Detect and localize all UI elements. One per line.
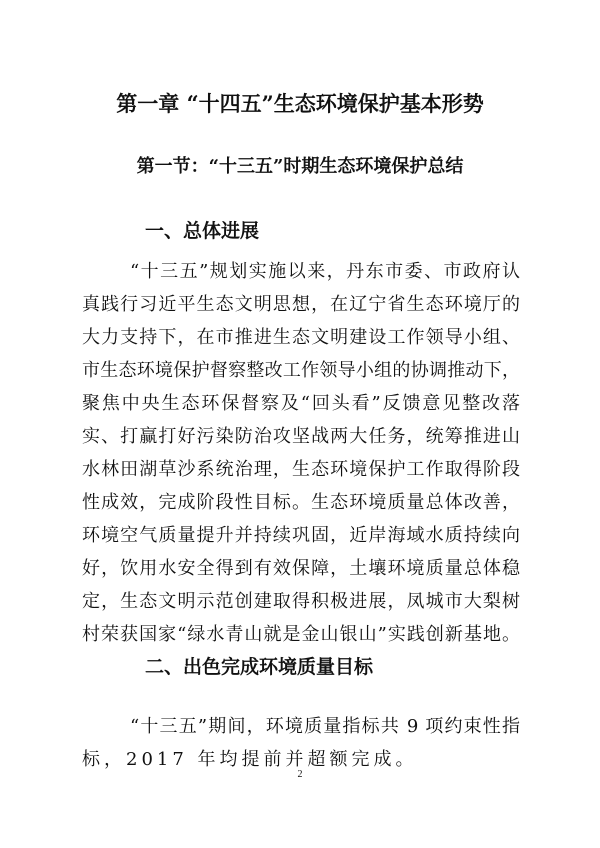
heading-quality-targets: 二、出色完成环境质量目标 xyxy=(145,656,374,678)
paragraph-line: 村荣获国家“绿水青山就是金山银山”实践创新基地。 xyxy=(82,624,520,645)
section-title: 第一节：“十三五”时期生态环境保护总结 xyxy=(136,156,464,177)
paragraph-line: “十三五”期间，环境质量指标共 9 项约束性指 xyxy=(130,716,520,737)
paragraph-line: 定，生态文明示范创建取得积极进展，凤城市大梨树 xyxy=(82,591,520,612)
paragraph-line: 实、打赢打好污染防治攻坚战两大任务，统筹推进山 xyxy=(82,426,520,447)
heading-overall-progress: 一、总体进展 xyxy=(145,220,260,242)
paragraph-line: 好，饮用水安全得到有效保障，土壤环境质量总体稳 xyxy=(82,558,520,579)
paragraph-line: 市生态环境保护督察整改工作领导小组的协调推动下， xyxy=(82,360,520,381)
paragraph-line: 环境空气质量提升并持续巩固，近岸海域水质持续向 xyxy=(82,525,520,546)
paragraph-line: 标，2017 年均提前并超额完成。 xyxy=(82,749,418,770)
page-number: 2 xyxy=(297,769,303,780)
paragraph-line: 水林田湖草沙系统治理，生态环境保护工作取得阶段 xyxy=(82,459,520,480)
paragraph-line: 大力支持下，在市推进生态文明建设工作领导小组、 xyxy=(82,327,520,348)
chapter-title: 第一章 “十四五”生态环境保护基本形势 xyxy=(116,91,484,116)
paragraph-line: “十三五”规划实施以来，丹东市委、市政府认 xyxy=(130,261,520,282)
paragraph-line: 真践行习近平生态文明思想，在辽宁省生态环境厅的 xyxy=(82,294,520,315)
paragraph-line: 性成效，完成阶段性目标。生态环境质量总体改善， xyxy=(82,492,520,513)
paragraph-line: 聚焦中央生态环保督察及“回头看”反馈意见整改落 xyxy=(82,393,520,414)
